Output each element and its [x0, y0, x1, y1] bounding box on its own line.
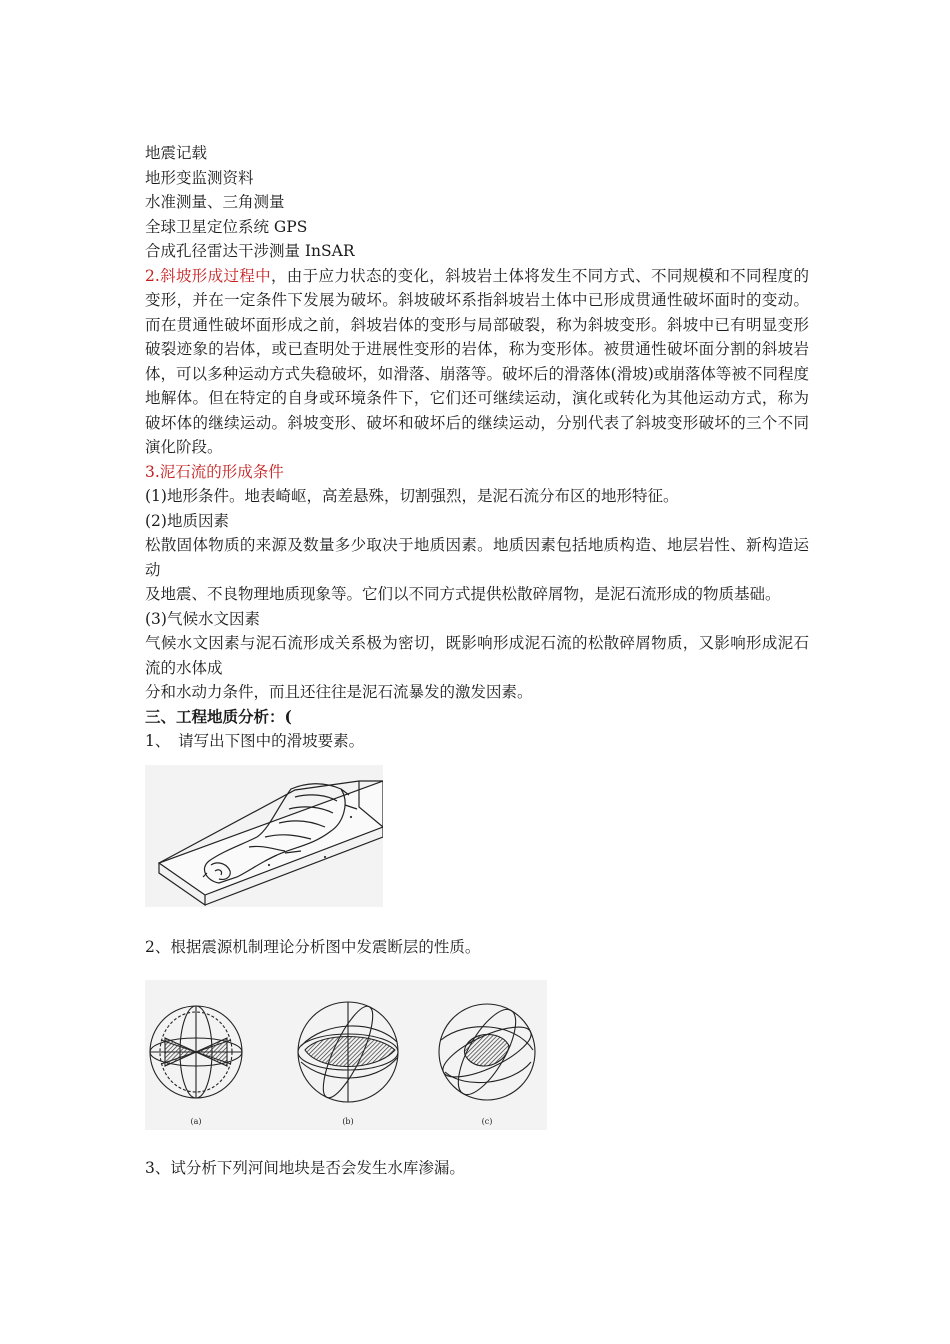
section3-item2-body-b: 及地震、不良物理地质现象等。它们以不同方式提供松散碎屑物，是泥石流形成的物质基础。	[145, 585, 781, 603]
landslide-diagram	[145, 765, 383, 907]
section3-item3-body-a: 气候水文因素与泥石流形成关系极为密切，既影响形成泥石流的松散碎屑物质，又影响形成泥石流的水体成	[145, 634, 809, 677]
section3-item3-body-b: 分和水动力条件，而且还往往是泥石流暴发的激发因素。	[145, 683, 533, 701]
list-item: 合成孔径雷达干涉测量 InSAR	[145, 242, 355, 260]
part3-heading: 三、工程地质分析：(	[145, 706, 292, 726]
section2-heading: 2.斜坡形成过程中	[145, 266, 271, 285]
sphere-a	[150, 1006, 242, 1098]
section3-item2-title: (2)地质因素	[145, 511, 229, 530]
sphere-label-a: (a)	[190, 1117, 202, 1126]
question-1: 1、 请写出下图中的滑坡要素。	[145, 732, 365, 750]
list-item: 全球卫星定位系统 GPS	[145, 217, 308, 236]
focal-mechanism-figure	[145, 980, 547, 1130]
focal-mechanism-diagram	[145, 980, 547, 1130]
section3-item1: (1)地形条件。地表崎岖，高差悬殊，切割强烈，是泥石流分布区的地形特征。	[145, 487, 679, 505]
sphere-label-b: (b)	[342, 1117, 354, 1126]
section2-body: ，由于应力状态的变化，斜坡岩土体将发生不同方式、不同规模和不同程度的变形，并在一定条件下发展为破坏。斜坡破坏系指斜坡岩土体中已形成贯通性破坏面时的变动。 而在贯通性破坏面形成之前，斜坡岩体的变形与局部破裂，称为斜坡变形。斜坡中已有明显变形破裂迹象的岩体，或已查明处于进展性变形的岩体，称为变形体。被贯通性破坏面分割的斜坡岩体，可以多种运动方式失稳破坏，如滑落、崩落等。破坏后的滑落体(滑坡)或崩落体等被不同程度地解体。但在特定的自身或环境条件下，它们还可继续运动，演化或转化为其他运动方式，称为破坏体的继续运动。斜坡变形、破坏和破坏后的继续运动，分别代表了斜坡变形破坏的三个不同演化阶段。	[145, 266, 809, 456]
list-item: 水准测量、三角测量	[145, 193, 285, 211]
slope-block	[159, 781, 383, 895]
question-3: 3、试分析下列河间地块是否会发生水库渗漏。	[145, 1159, 465, 1177]
sphere-b	[298, 1001, 398, 1103]
section3-item2-body-a: 松散固体物质的来源及数量多少取决于地质因素。地质因素包括地质构造、地层岩性、新构造运动	[145, 536, 809, 579]
landslide-figure	[145, 765, 383, 907]
section3-heading: 3.泥石流的形成条件	[145, 462, 284, 481]
section2-paragraph	[145, 264, 809, 460]
question-2: 2、根据震源机制理论分析图中发震断层的性质。	[145, 938, 481, 956]
list-item: 地形变监测资料	[145, 168, 254, 187]
sphere-c	[437, 1001, 538, 1102]
section3-item3-title: (3)气候水文因素	[145, 609, 260, 628]
document-body	[145, 141, 809, 754]
sphere-label-c: (c)	[481, 1117, 493, 1126]
list-item: 地震记载	[145, 144, 208, 162]
